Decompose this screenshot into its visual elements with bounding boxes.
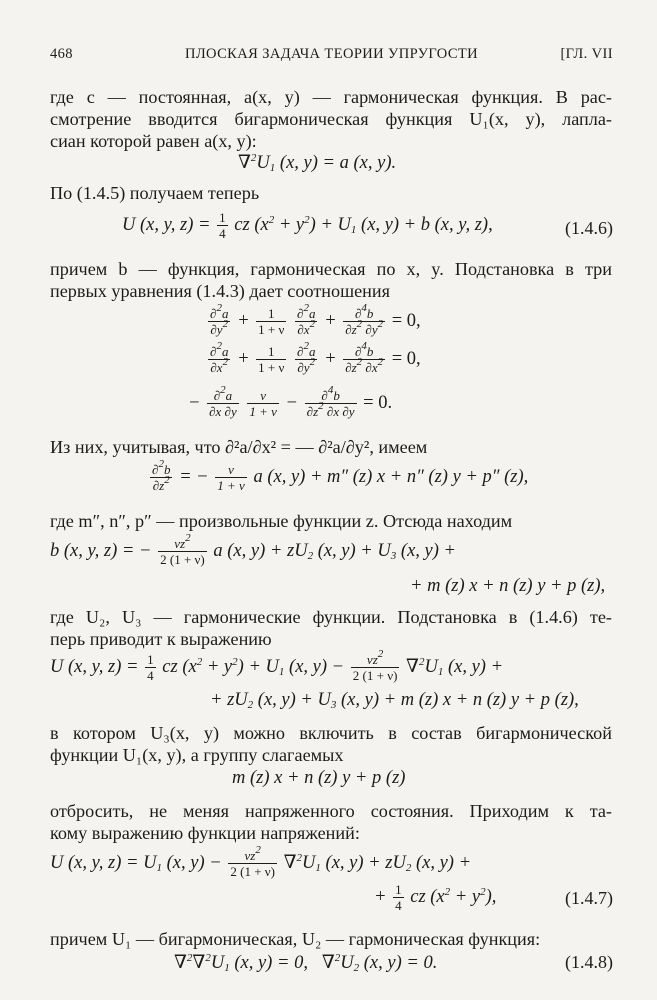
equation-relation-1: $\frac{\partial^2a}{\partial y^2}$ + $\frac{1}{1 + \nu}$ $\frac{\partial^2a}{\partial x^2}$ + $\frac{\partial^4b}{\partial z^2 \partial y^2}$ = 0, xyxy=(210,302,421,337)
equation-U-expansion-2: + $zU_2$ (x, $y) + U_3$ (x, y) + m (z) x + n (z) y + p (z), xyxy=(210,690,579,711)
chapter-label: [ГЛ. VII xyxy=(560,46,613,62)
equation-1-4-6: U (x, y, z) = $\frac{1}{4}$ cz $(x^2 + y^2) + U_1$ (x, y) + b (x, y, z), xyxy=(122,210,493,241)
equation-relation-3: − $\frac{\partial^2a}{\partial x \partial y}$ $\frac{\nu}{1 + \nu}$ − $\frac{\partial^4b}{\partial z^2 \partial x \partial y}$ = 0. xyxy=(188,384,393,419)
equation-laplacian: $\nabla^2U_1$ (x, y) = a (x, y). xyxy=(238,152,397,174)
page-number: 468 xyxy=(50,46,73,62)
text-line: где c — постоянная, a(x, y) — гармоническая функция. В рас- xyxy=(50,87,612,107)
equation-1-4-8: $\nabla^2\nabla^2U_1$ (x, y) = 0, $\nabla^2U_2$ (x, y) = 0. xyxy=(174,952,438,974)
text-line: первых уравнения (1.4.3) дает соотношения xyxy=(50,281,391,301)
text-line: Из них, учитывая, что ∂²a/∂x² = — ∂²a/∂y², имеем xyxy=(50,437,428,457)
equation-U-expansion-1: U (x, y, z) = $\frac{1}{4}$ cz $(x^2 + y^2) + U_1$ (x, y) − $\frac{\nu z^2}{2 (1 + \nu)}$ $\nabla^2U_1$ (x, y) + xyxy=(50,648,504,683)
text-line: сиан которой равен a(x, y): xyxy=(50,131,257,151)
text-line: кому выражению функции напряжений: xyxy=(50,823,360,843)
text-line: отбросить, не меняя напряженного состояния. Приходим к та- xyxy=(50,801,612,821)
equation-number: (1.4.7) xyxy=(565,888,613,908)
text-line: смотрение вводится бигармоническая функция U₁(x, y), лапла- xyxy=(50,109,612,129)
equation-group-terms: m (z) x + n (z) y + p (z) xyxy=(232,768,406,788)
text-line: По (1.4.5) получаем теперь xyxy=(50,183,260,203)
text-line: причем b — функция, гармоническая по x, y. Подстановка в три xyxy=(50,259,612,279)
equation-number: (1.4.6) xyxy=(565,218,613,238)
text-line: в котором U₃(x, y) можно включить в состав бигармонической xyxy=(50,723,612,743)
running-title: ПЛОСКАЯ ЗАДАЧА ТЕОРИИ УПРУГОСТИ xyxy=(184,46,479,62)
equation-relation-2: $\frac{\partial^2a}{\partial x^2}$ + $\frac{1}{1 + \nu}$ $\frac{\partial^2a}{\partial y^2}$ + $\frac{\partial^4b}{\partial z^2 \partial x^2}$ = 0, xyxy=(210,340,421,375)
text-line: причем U₁ — бигармоническая, U₂ — гармоническая функция: xyxy=(50,929,541,949)
equation-b-solution-2: + m (z) x + n (z) y + p (z), xyxy=(410,576,606,596)
equation-1-4-7-line2: + $\frac{1}{4}$ cz $(x^2 + y^2)$, xyxy=(374,882,497,913)
text-line: перь приводит к выражению xyxy=(50,629,272,649)
text-line: где U₂, U₃ — гармонические функции. Подстановка в (1.4.6) те- xyxy=(50,607,612,627)
text-line: где m″, n″, p″ — произвольные функции z. Отсюда находим xyxy=(50,511,513,531)
running-header xyxy=(50,46,613,68)
equation-number: (1.4.8) xyxy=(565,952,613,972)
equation-1-4-7-line1: U (x, y, $z) = U_1$ (x, y) − $\frac{\nu z^2}{2 (1 + \nu)}$ $\nabla^2U_1$ (x, $y) + zU_2$ (x, y) + xyxy=(50,844,472,879)
equation-b-derivative: $\frac{\partial^2b}{\partial z^2}$ = − $\frac{\nu}{1 + \nu}$ a (x, y) + m″ (z) x + n″ (z) y + p″ (z), xyxy=(152,458,529,493)
text-line: функции U₁(x, y), а группу слагаемых xyxy=(50,745,344,765)
equation-b-solution-1: b (x, y, z) = − $\frac{\nu z^2}{2 (1 + \nu)}$ a (x, $y) + zU_2$ (x, $y) + U_3$ (x, y) + xyxy=(50,532,457,567)
